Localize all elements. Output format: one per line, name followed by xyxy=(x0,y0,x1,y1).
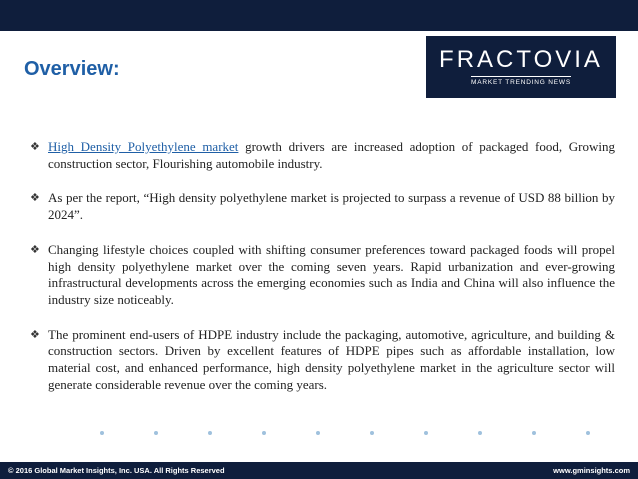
bullet-item xyxy=(30,327,615,394)
copyright-text: © 2016 Global Market Insights, Inc. USA. All Rights Reserved xyxy=(8,466,225,475)
overview-content xyxy=(30,139,615,411)
dot xyxy=(208,431,212,435)
dot xyxy=(154,431,158,435)
bullet-text: As per the report, “High density polyethylene market is projected to surpass a revenue of USD 88 billion by 2024”. xyxy=(48,190,615,223)
dot xyxy=(316,431,320,435)
logo-tagline: MARKET TRENDING NEWS xyxy=(471,76,571,87)
dot xyxy=(478,431,482,435)
footer-bar xyxy=(0,462,638,479)
dot xyxy=(586,431,590,435)
bullet-text-rest: growth drivers are increased adoption of packaged food, Growing construction sector, Flourishing automobile industry. xyxy=(48,139,615,171)
diamond-star-icon: ❖ xyxy=(30,192,40,205)
diamond-star-icon: ❖ xyxy=(30,328,40,341)
dot xyxy=(370,431,374,435)
dot xyxy=(262,431,266,435)
website-link[interactable]: www.gminsights.com xyxy=(553,466,630,475)
dot xyxy=(100,431,104,435)
hdpe-market-link[interactable]: High Density Polyethylene market xyxy=(48,139,239,154)
diamond-star-icon: ❖ xyxy=(30,141,40,153)
logo-name: FRACTOVIA xyxy=(439,46,603,73)
bullet-text: Changing lifestyle choices coupled with shifting consumer preferences toward packaged foods will propel high density polyethylene market over the coming seven years. Rapid urbanization and ever-growing infrastructural developments across the emerging economies such as India and China will also influence the industry size noticeably. xyxy=(48,241,615,307)
dot xyxy=(424,431,428,435)
page-title: Overview: xyxy=(24,58,120,80)
bullet-text: The prominent end-users of HDPE industry include the packaging, automotive, agriculture, and building & construction sectors. Driven by excellent features of HDPE pipes such as affordable installation, low material cost, and enhanced performance, high density polyethylene market in the agriculture sector will generate considerable revenue over the coming years. xyxy=(48,326,615,392)
dot xyxy=(532,431,536,435)
bullet-text xyxy=(48,139,615,172)
fractovia-logo xyxy=(426,36,616,98)
bullet-item xyxy=(30,190,615,223)
decorative-dots xyxy=(100,431,590,435)
diamond-star-icon: ❖ xyxy=(30,243,40,256)
top-banner xyxy=(0,0,638,31)
bullet-item xyxy=(30,139,615,172)
bullet-item xyxy=(30,242,615,309)
